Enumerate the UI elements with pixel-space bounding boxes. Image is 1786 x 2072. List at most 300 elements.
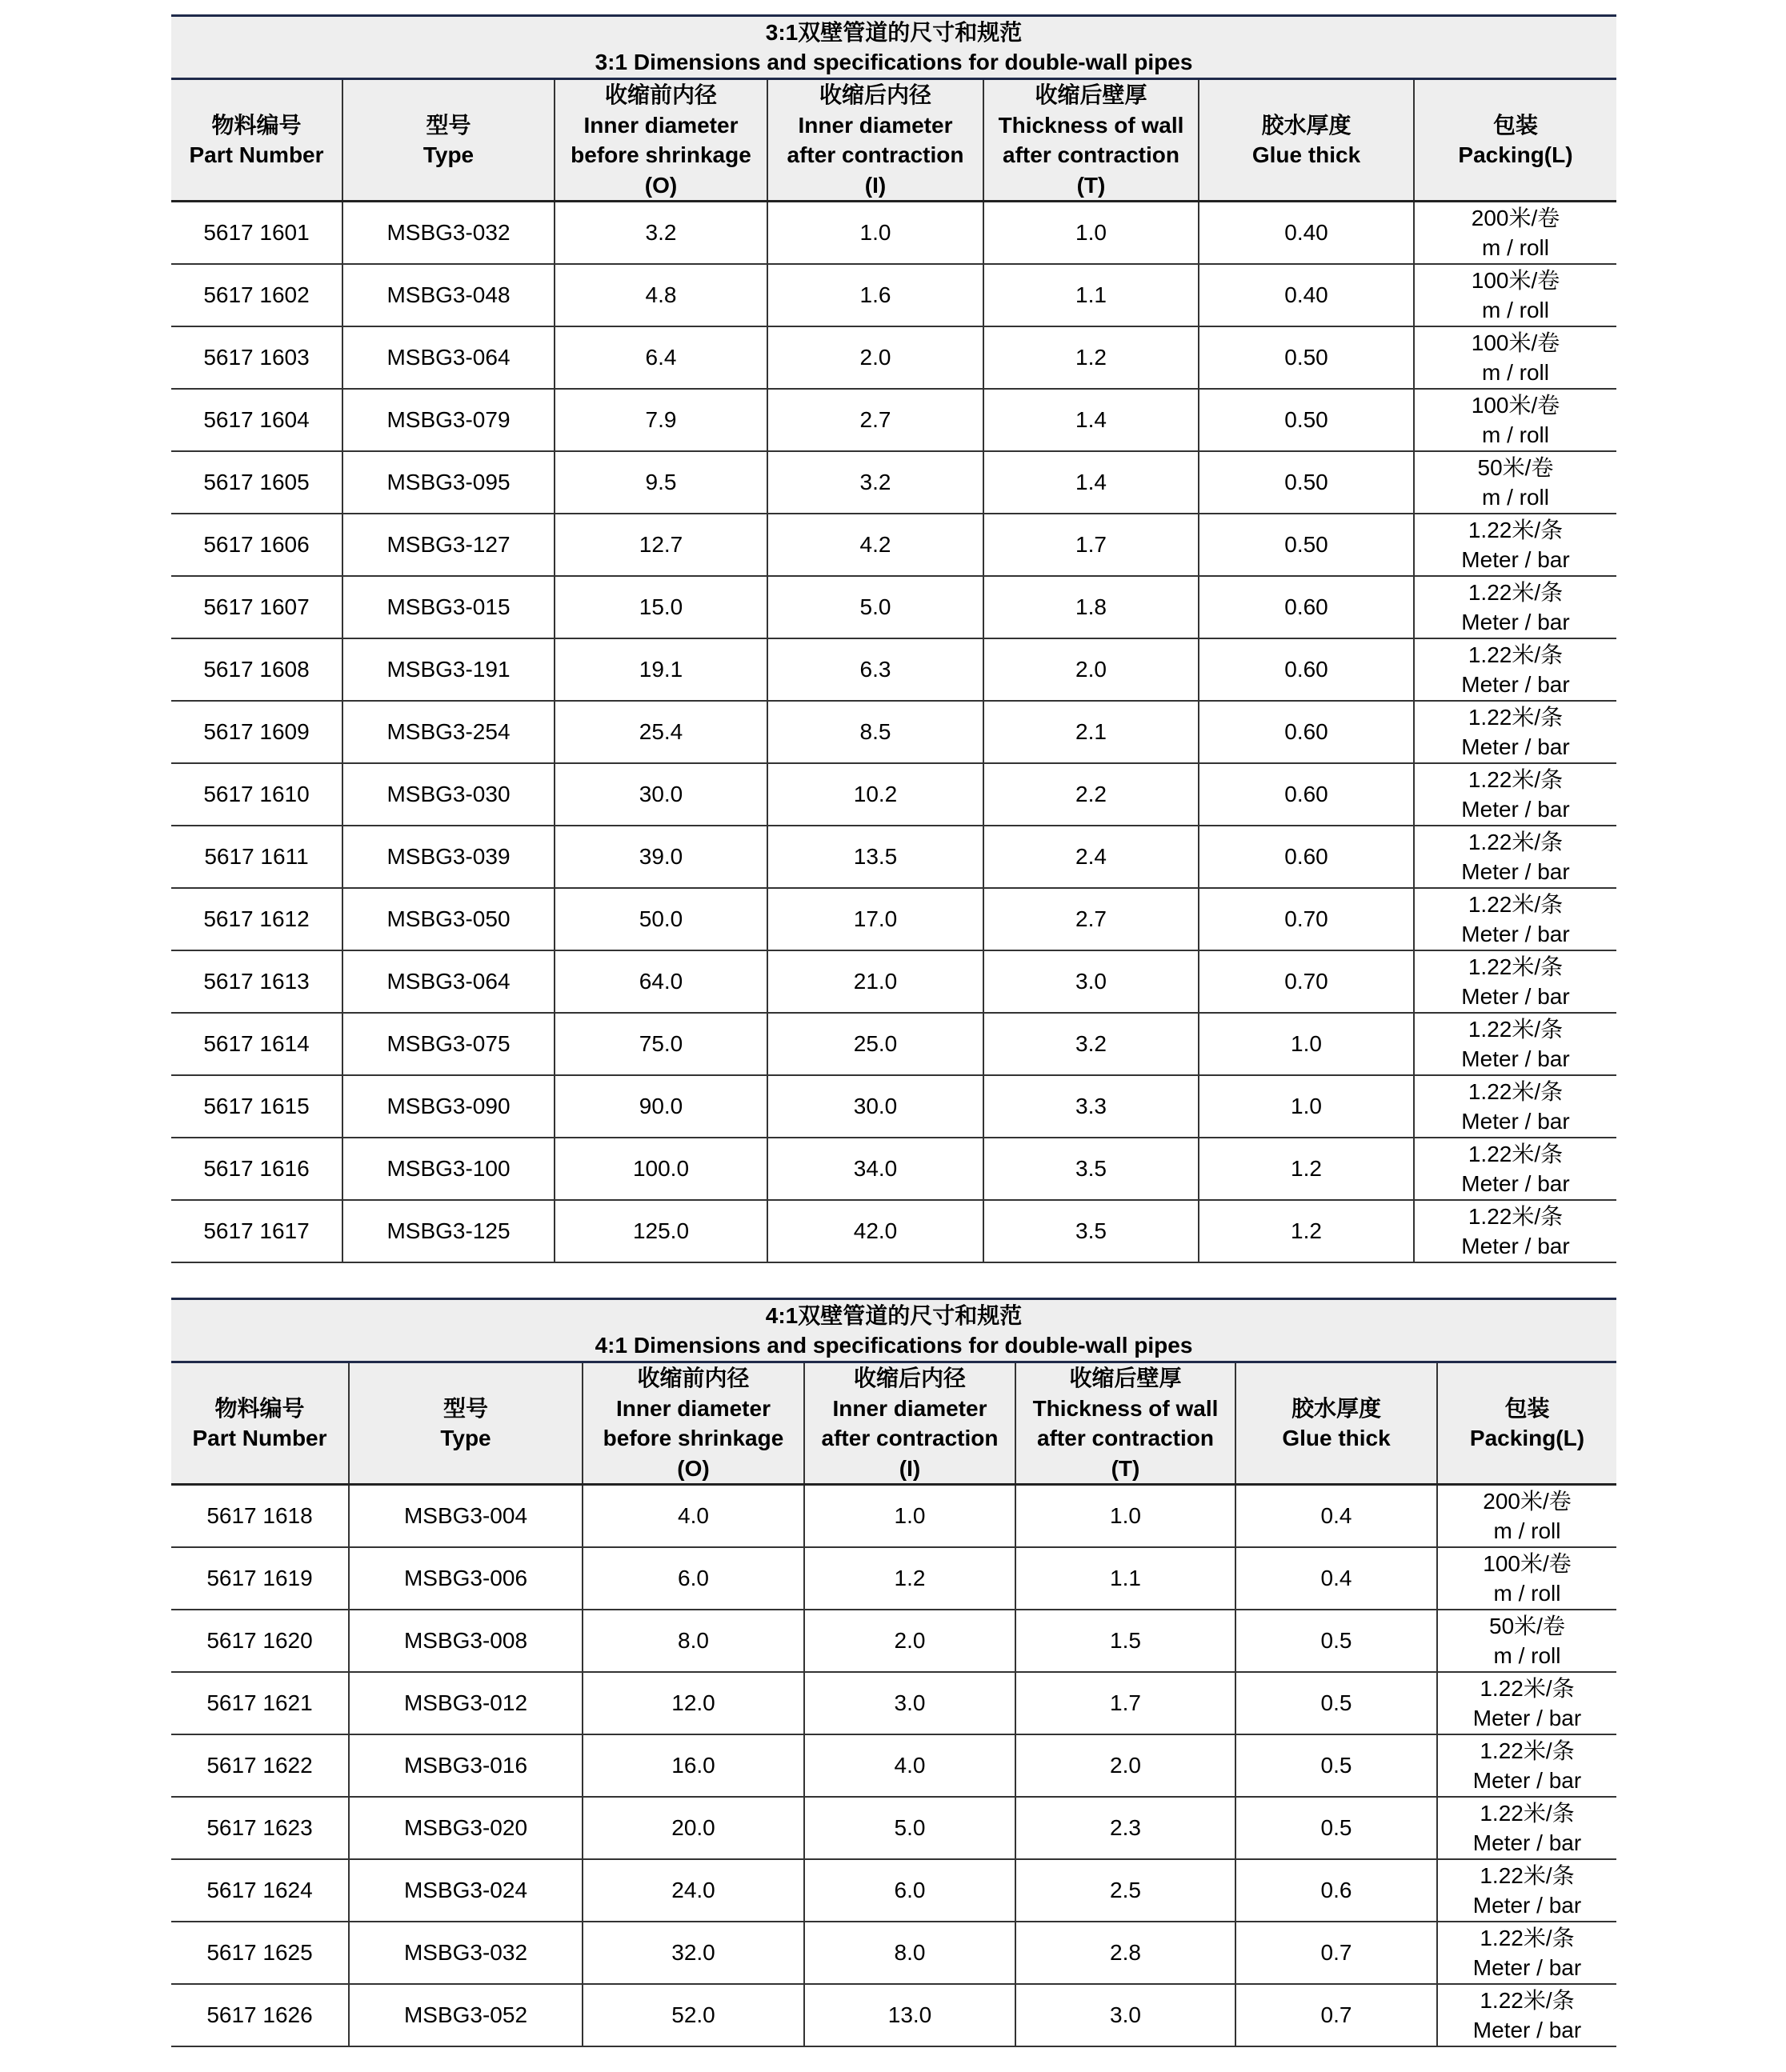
- packing-label-cn: 1.22米/条: [1480, 1987, 1575, 2013]
- inner-diameter-before-cell: 3.2: [555, 202, 767, 265]
- table-title-en: 3:1 Dimensions and specifications for double-wall pipes: [595, 50, 1193, 74]
- header-label-en: Part Number: [192, 1426, 327, 1450]
- table-row: [171, 1200, 1616, 1262]
- packing-label-en: Meter / bar: [1461, 547, 1570, 572]
- type-cell: MSBG3-100: [342, 1138, 555, 1200]
- inner-diameter-before-cell: 6.4: [555, 326, 767, 389]
- table-row: [171, 638, 1616, 701]
- table-row: [171, 1734, 1616, 1797]
- type-cell: MSBG3-075: [342, 1013, 555, 1075]
- packing-cell: [1414, 1200, 1616, 1262]
- packing-label-en: m / roll: [1482, 485, 1549, 510]
- type-cell: MSBG3-012: [349, 1672, 583, 1734]
- glue-thickness-cell: 0.60: [1199, 701, 1414, 763]
- inner-diameter-after-cell: 2.0: [767, 326, 983, 389]
- header-glue-thick: [1199, 79, 1414, 202]
- header-label-en: Inner diameter: [832, 1395, 987, 1421]
- packing-label-cn: 1.22米/条: [1480, 1925, 1575, 1950]
- packing-label-cn: 50米/卷: [1489, 1613, 1565, 1638]
- glue-thickness-cell: 0.50: [1199, 326, 1414, 389]
- packing-cell: [1437, 1547, 1616, 1610]
- header-label-en: Thickness of wall: [1032, 1395, 1219, 1421]
- header-label-cn: 收缩前内径: [637, 1366, 750, 1390]
- type-cell: MSBG3-064: [342, 326, 555, 389]
- part-number-cell: 5617 1601: [171, 202, 342, 265]
- inner-diameter-after-cell: 3.0: [804, 1672, 1015, 1734]
- header-label-en: (T): [1111, 1455, 1140, 1481]
- header-label-en: Part Number: [189, 142, 324, 167]
- type-cell: MSBG3-048: [342, 264, 555, 326]
- table-row: [171, 763, 1616, 826]
- packing-label-cn: 100米/卷: [1471, 267, 1560, 293]
- type-cell: MSBG3-125: [342, 1200, 555, 1262]
- inner-diameter-before-cell: 100.0: [555, 1138, 767, 1200]
- part-number-cell: 5617 1606: [171, 514, 342, 576]
- packing-cell: [1414, 701, 1616, 763]
- header-label-en: Type: [440, 1426, 491, 1450]
- part-number-cell: 5617 1609: [171, 701, 342, 763]
- inner-diameter-after-cell: 21.0: [767, 950, 983, 1013]
- part-number-cell: 5617 1610: [171, 763, 342, 826]
- part-number-cell: 5617 1608: [171, 638, 342, 701]
- wall-thickness-cell: 3.5: [983, 1200, 1199, 1262]
- type-cell: MSBG3-095: [342, 451, 555, 514]
- packing-cell: [1414, 826, 1616, 888]
- inner-diameter-before-cell: 50.0: [555, 888, 767, 950]
- packing-label-cn: 200米/卷: [1483, 1488, 1572, 1514]
- header-part-number: [171, 79, 342, 202]
- packing-label-cn: 1.22米/条: [1468, 1078, 1564, 1104]
- packing-cell: [1437, 1734, 1616, 1797]
- packing-label-en: Meter / bar: [1472, 1768, 1582, 1793]
- part-number-cell: 5617 1626: [171, 1984, 349, 2046]
- table-row: [171, 1485, 1616, 1548]
- part-number-cell: 5617 1616: [171, 1138, 342, 1200]
- packing-label-en: Meter / bar: [1461, 610, 1570, 634]
- header-label-cn: 包装: [1504, 1395, 1550, 1421]
- wall-thickness-cell: 2.4: [983, 826, 1199, 888]
- part-number-cell: 5617 1604: [171, 389, 342, 451]
- packing-label-cn: 100米/卷: [1471, 392, 1560, 418]
- inner-diameter-before-cell: 4.0: [583, 1485, 804, 1548]
- packing-label-en: m / roll: [1493, 1518, 1561, 1543]
- table-row: [171, 888, 1616, 950]
- wall-thickness-cell: 2.0: [1015, 1734, 1235, 1797]
- inner-diameter-before-cell: 32.0: [583, 1922, 804, 1984]
- table-body: [171, 202, 1616, 1263]
- packing-cell: [1414, 1013, 1616, 1075]
- packing-label-cn: 1.22米/条: [1468, 642, 1564, 667]
- packing-label-en: m / roll: [1493, 1581, 1561, 1606]
- inner-diameter-before-cell: 6.0: [583, 1547, 804, 1610]
- table-row: [171, 826, 1616, 888]
- inner-diameter-before-cell: 19.1: [555, 638, 767, 701]
- table-row: [171, 389, 1616, 451]
- inner-diameter-after-cell: 42.0: [767, 1200, 983, 1262]
- type-cell: MSBG3-016: [349, 1734, 583, 1797]
- inner-diameter-after-cell: 8.0: [804, 1922, 1015, 1984]
- glue-thickness-cell: 0.7: [1235, 1984, 1437, 2046]
- table-row: [171, 1013, 1616, 1075]
- header-inner-diameter-after: [767, 79, 983, 202]
- column-header-row: [171, 1362, 1616, 1485]
- packing-cell: [1414, 326, 1616, 389]
- table-row: [171, 1547, 1616, 1610]
- part-number-cell: 5617 1621: [171, 1672, 349, 1734]
- inner-diameter-after-cell: 10.2: [767, 763, 983, 826]
- glue-thickness-cell: 0.50: [1199, 514, 1414, 576]
- type-cell: MSBG3-254: [342, 701, 555, 763]
- packing-label-en: Meter / bar: [1472, 1955, 1582, 1980]
- header-label-en: after contraction: [787, 142, 964, 167]
- header-inner-diameter-before: [555, 79, 767, 202]
- spec-table-3to1: [171, 14, 1616, 1263]
- inner-diameter-before-cell: 4.8: [555, 264, 767, 326]
- inner-diameter-after-cell: 17.0: [767, 888, 983, 950]
- part-number-cell: 5617 1623: [171, 1797, 349, 1859]
- header-wall-thickness: [983, 79, 1199, 202]
- packing-label-en: m / roll: [1493, 1643, 1561, 1668]
- inner-diameter-after-cell: 2.0: [804, 1610, 1015, 1672]
- header-glue-thick: [1235, 1362, 1437, 1485]
- header-label-en: Inner diameter: [616, 1395, 771, 1421]
- packing-cell: [1437, 1922, 1616, 1984]
- glue-thickness-cell: 0.60: [1199, 576, 1414, 638]
- type-cell: MSBG3-032: [342, 202, 555, 265]
- packing-label-cn: 1.22米/条: [1480, 1862, 1575, 1888]
- type-cell: MSBG3-032: [349, 1922, 583, 1984]
- table-title: [171, 1299, 1616, 1362]
- inner-diameter-before-cell: 15.0: [555, 576, 767, 638]
- inner-diameter-after-cell: 1.6: [767, 264, 983, 326]
- header-label-cn: 胶水厚度: [1261, 112, 1352, 138]
- header-wall-thickness: [1015, 1362, 1235, 1485]
- packing-label-cn: 50米/卷: [1477, 454, 1554, 480]
- glue-thickness-cell: 0.70: [1199, 950, 1414, 1013]
- table-row: [171, 1984, 1616, 2046]
- inner-diameter-after-cell: 8.5: [767, 701, 983, 763]
- packing-label-cn: 1.22米/条: [1468, 829, 1564, 854]
- packing-label-cn: 1.22米/条: [1468, 1203, 1564, 1229]
- packing-label-cn: 1.22米/条: [1480, 1800, 1575, 1826]
- glue-thickness-cell: 0.6: [1235, 1859, 1437, 1922]
- header-label-cn: 收缩前内径: [604, 82, 717, 107]
- table-title-row: [171, 16, 1616, 79]
- header-label-en: Packing(L): [1458, 142, 1573, 167]
- inner-diameter-after-cell: 13.0: [804, 1984, 1015, 2046]
- table-row: [171, 950, 1616, 1013]
- packing-cell: [1414, 1138, 1616, 1200]
- part-number-cell: 5617 1605: [171, 451, 342, 514]
- table-title-row: [171, 1299, 1616, 1362]
- header-inner-diameter-after: [804, 1362, 1015, 1485]
- packing-label-en: Meter / bar: [1461, 859, 1570, 884]
- wall-thickness-cell: 2.8: [1015, 1922, 1235, 1984]
- header-label-cn: 收缩后内径: [819, 82, 931, 107]
- glue-thickness-cell: 0.5: [1235, 1797, 1437, 1859]
- packing-label-en: Meter / bar: [1472, 2018, 1582, 2042]
- part-number-cell: 5617 1602: [171, 264, 342, 326]
- wall-thickness-cell: 1.7: [983, 514, 1199, 576]
- inner-diameter-after-cell: 5.0: [804, 1797, 1015, 1859]
- glue-thickness-cell: 0.5: [1235, 1672, 1437, 1734]
- inner-diameter-before-cell: 52.0: [583, 1984, 804, 2046]
- header-label-cn: 收缩后壁厚: [1035, 82, 1147, 107]
- type-cell: MSBG3-090: [342, 1075, 555, 1138]
- part-number-cell: 5617 1622: [171, 1734, 349, 1797]
- table-row: [171, 1672, 1616, 1734]
- inner-diameter-after-cell: 30.0: [767, 1075, 983, 1138]
- glue-thickness-cell: 0.70: [1199, 888, 1414, 950]
- header-label-en: after contraction: [1003, 142, 1179, 167]
- table-row: [171, 1610, 1616, 1672]
- header-type: [349, 1362, 583, 1485]
- type-cell: MSBG3-064: [342, 950, 555, 1013]
- part-number-cell: 5617 1625: [171, 1922, 349, 1984]
- packing-label-en: Meter / bar: [1472, 1830, 1582, 1855]
- header-inner-diameter-before: [583, 1362, 804, 1485]
- inner-diameter-after-cell: 6.0: [804, 1859, 1015, 1922]
- wall-thickness-cell: 1.1: [1015, 1547, 1235, 1610]
- packing-label-cn: 1.22米/条: [1480, 1738, 1575, 1763]
- inner-diameter-before-cell: 9.5: [555, 451, 767, 514]
- packing-label-cn: 1.22米/条: [1468, 766, 1564, 792]
- type-cell: MSBG3-008: [349, 1610, 583, 1672]
- packing-label-cn: 1.22米/条: [1468, 579, 1564, 605]
- packing-cell: [1414, 202, 1616, 265]
- packing-label-cn: 1.22米/条: [1468, 1141, 1564, 1166]
- glue-thickness-cell: 0.40: [1199, 202, 1414, 265]
- column-header-row: [171, 79, 1616, 202]
- inner-diameter-after-cell: 3.2: [767, 451, 983, 514]
- packing-cell: [1414, 888, 1616, 950]
- wall-thickness-cell: 2.5: [1015, 1859, 1235, 1922]
- inner-diameter-after-cell: 1.2: [804, 1547, 1015, 1610]
- type-cell: MSBG3-015: [342, 576, 555, 638]
- table-row: [171, 202, 1616, 265]
- packing-label-cn: 1.22米/条: [1468, 1016, 1564, 1042]
- packing-label-en: Meter / bar: [1472, 1893, 1582, 1918]
- type-cell: MSBG3-024: [349, 1859, 583, 1922]
- header-label-en: after contraction: [1037, 1426, 1214, 1450]
- packing-label-en: m / roll: [1482, 235, 1549, 260]
- header-label-en: (T): [1076, 172, 1106, 198]
- inner-diameter-after-cell: 2.7: [767, 389, 983, 451]
- part-number-cell: 5617 1612: [171, 888, 342, 950]
- glue-thickness-cell: 0.4: [1235, 1547, 1437, 1610]
- glue-thickness-cell: 0.50: [1199, 451, 1414, 514]
- part-number-cell: 5617 1613: [171, 950, 342, 1013]
- wall-thickness-cell: 2.1: [983, 701, 1199, 763]
- packing-label-cn: 200米/卷: [1471, 205, 1560, 230]
- part-number-cell: 5617 1603: [171, 326, 342, 389]
- type-cell: MSBG3-004: [349, 1485, 583, 1548]
- wall-thickness-cell: 3.0: [1015, 1984, 1235, 2046]
- inner-diameter-after-cell: 4.0: [804, 1734, 1015, 1797]
- glue-thickness-cell: 0.60: [1199, 826, 1414, 888]
- table-row: [171, 326, 1616, 389]
- part-number-cell: 5617 1619: [171, 1547, 349, 1610]
- header-label-en: Type: [422, 142, 475, 167]
- inner-diameter-after-cell: 4.2: [767, 514, 983, 576]
- packing-label-en: m / roll: [1482, 298, 1549, 322]
- inner-diameter-after-cell: 13.5: [767, 826, 983, 888]
- glue-thickness-cell: 0.4: [1235, 1485, 1437, 1548]
- packing-cell: [1414, 389, 1616, 451]
- inner-diameter-after-cell: 6.3: [767, 638, 983, 701]
- header-label-en: before shrinkage: [603, 1426, 784, 1450]
- table-row: [171, 576, 1616, 638]
- type-cell: MSBG3-050: [342, 888, 555, 950]
- header-label-en: after contraction: [821, 1426, 999, 1450]
- table-title-cn: 3:1双壁管道的尺寸和规范: [765, 20, 1023, 45]
- table-row: [171, 1138, 1616, 1200]
- packing-cell: [1414, 576, 1616, 638]
- packing-cell: [1414, 950, 1616, 1013]
- type-cell: MSBG3-079: [342, 389, 555, 451]
- packing-cell: [1414, 763, 1616, 826]
- inner-diameter-before-cell: 12.7: [555, 514, 767, 576]
- header-type: [342, 79, 555, 202]
- inner-diameter-before-cell: 7.9: [555, 389, 767, 451]
- packing-label-en: Meter / bar: [1461, 1046, 1570, 1071]
- header-label-en: Packing(L): [1469, 1426, 1585, 1450]
- packing-cell: [1437, 1610, 1616, 1672]
- glue-thickness-cell: 1.0: [1199, 1013, 1414, 1075]
- packing-label-cn: 1.22米/条: [1468, 954, 1564, 979]
- header-label-en: Thickness of wall: [998, 112, 1184, 138]
- wall-thickness-cell: 1.8: [983, 576, 1199, 638]
- packing-label-cn: 1.22米/条: [1480, 1675, 1575, 1701]
- part-number-cell: 5617 1618: [171, 1485, 349, 1548]
- type-cell: MSBG3-030: [342, 763, 555, 826]
- packing-label-cn: 1.22米/条: [1468, 517, 1564, 542]
- packing-label-en: Meter / bar: [1461, 1109, 1570, 1134]
- header-label-en: Inner diameter: [798, 112, 953, 138]
- packing-cell: [1414, 264, 1616, 326]
- table-row: [171, 514, 1616, 576]
- packing-cell: [1437, 1672, 1616, 1734]
- table-row: [171, 264, 1616, 326]
- part-number-cell: 5617 1611: [171, 826, 342, 888]
- inner-diameter-after-cell: 34.0: [767, 1138, 983, 1200]
- packing-label-en: Meter / bar: [1461, 984, 1570, 1009]
- header-packing: [1437, 1362, 1616, 1485]
- table-body: [171, 1485, 1616, 2047]
- part-number-cell: 5617 1615: [171, 1075, 342, 1138]
- table-row: [171, 451, 1616, 514]
- glue-thickness-cell: 1.2: [1199, 1200, 1414, 1262]
- type-cell: MSBG3-020: [349, 1797, 583, 1859]
- header-label-en: Inner diameter: [583, 112, 739, 138]
- packing-label-en: m / roll: [1482, 360, 1549, 385]
- wall-thickness-cell: 1.5: [1015, 1610, 1235, 1672]
- wall-thickness-cell: 1.0: [1015, 1485, 1235, 1548]
- wall-thickness-cell: 1.0: [983, 202, 1199, 265]
- part-number-cell: 5617 1614: [171, 1013, 342, 1075]
- type-cell: MSBG3-127: [342, 514, 555, 576]
- type-cell: MSBG3-052: [349, 1984, 583, 2046]
- packing-label-cn: 100米/卷: [1483, 1550, 1572, 1576]
- wall-thickness-cell: 1.2: [983, 326, 1199, 389]
- inner-diameter-after-cell: 1.0: [804, 1485, 1015, 1548]
- table-row: [171, 1075, 1616, 1138]
- part-number-cell: 5617 1607: [171, 576, 342, 638]
- wall-thickness-cell: 1.4: [983, 451, 1199, 514]
- inner-diameter-before-cell: 64.0: [555, 950, 767, 1013]
- table-row: [171, 1922, 1616, 1984]
- inner-diameter-before-cell: 12.0: [583, 1672, 804, 1734]
- type-cell: MSBG3-191: [342, 638, 555, 701]
- packing-label-en: Meter / bar: [1461, 1234, 1570, 1258]
- spec-table-4to1: [171, 1298, 1616, 2047]
- header-label-cn: 型号: [426, 112, 471, 138]
- packing-cell: [1437, 1859, 1616, 1922]
- packing-label-cn: 1.22米/条: [1468, 704, 1564, 730]
- header-label-en: (O): [677, 1455, 710, 1481]
- table-title-en: 4:1 Dimensions and specifications for double-wall pipes: [595, 1333, 1193, 1358]
- inner-diameter-before-cell: 75.0: [555, 1013, 767, 1075]
- packing-label-en: Meter / bar: [1461, 797, 1570, 822]
- inner-diameter-after-cell: 5.0: [767, 576, 983, 638]
- table-row: [171, 701, 1616, 763]
- wall-thickness-cell: 2.2: [983, 763, 1199, 826]
- packing-cell: [1437, 1984, 1616, 2046]
- inner-diameter-before-cell: 25.4: [555, 701, 767, 763]
- glue-thickness-cell: 0.40: [1199, 264, 1414, 326]
- wall-thickness-cell: 1.7: [1015, 1672, 1235, 1734]
- glue-thickness-cell: 1.0: [1199, 1075, 1414, 1138]
- inner-diameter-before-cell: 20.0: [583, 1797, 804, 1859]
- table-title: [171, 16, 1616, 79]
- packing-label-en: Meter / bar: [1472, 1706, 1582, 1730]
- inner-diameter-before-cell: 39.0: [555, 826, 767, 888]
- part-number-cell: 5617 1617: [171, 1200, 342, 1262]
- header-label-en: Glue thick: [1251, 142, 1361, 167]
- glue-thickness-cell: 0.5: [1235, 1610, 1437, 1672]
- wall-thickness-cell: 3.5: [983, 1138, 1199, 1200]
- wall-thickness-cell: 3.3: [983, 1075, 1199, 1138]
- part-number-cell: 5617 1624: [171, 1859, 349, 1922]
- wall-thickness-cell: 1.4: [983, 389, 1199, 451]
- packing-cell: [1414, 451, 1616, 514]
- header-label-cn: 物料编号: [211, 112, 302, 138]
- packing-cell: [1414, 638, 1616, 701]
- inner-diameter-before-cell: 90.0: [555, 1075, 767, 1138]
- packing-label-en: Meter / bar: [1461, 1171, 1570, 1196]
- type-cell: MSBG3-039: [342, 826, 555, 888]
- part-number-cell: 5617 1620: [171, 1610, 349, 1672]
- wall-thickness-cell: 2.7: [983, 888, 1199, 950]
- header-part-number: [171, 1362, 349, 1485]
- wall-thickness-cell: 2.3: [1015, 1797, 1235, 1859]
- glue-thickness-cell: 0.7: [1235, 1922, 1437, 1984]
- packing-cell: [1414, 1075, 1616, 1138]
- packing-label-cn: 1.22米/条: [1468, 891, 1564, 917]
- inner-diameter-before-cell: 30.0: [555, 763, 767, 826]
- type-cell: MSBG3-006: [349, 1547, 583, 1610]
- wall-thickness-cell: 3.0: [983, 950, 1199, 1013]
- header-label-en: (I): [899, 1455, 921, 1481]
- wall-thickness-cell: 1.1: [983, 264, 1199, 326]
- inner-diameter-before-cell: 125.0: [555, 1200, 767, 1262]
- header-label-cn: 胶水厚度: [1291, 1395, 1381, 1421]
- table-title-cn: 4:1双壁管道的尺寸和规范: [765, 1303, 1023, 1328]
- inner-diameter-after-cell: 1.0: [767, 202, 983, 265]
- table-row: [171, 1859, 1616, 1922]
- glue-thickness-cell: 0.50: [1199, 389, 1414, 451]
- wall-thickness-cell: 3.2: [983, 1013, 1199, 1075]
